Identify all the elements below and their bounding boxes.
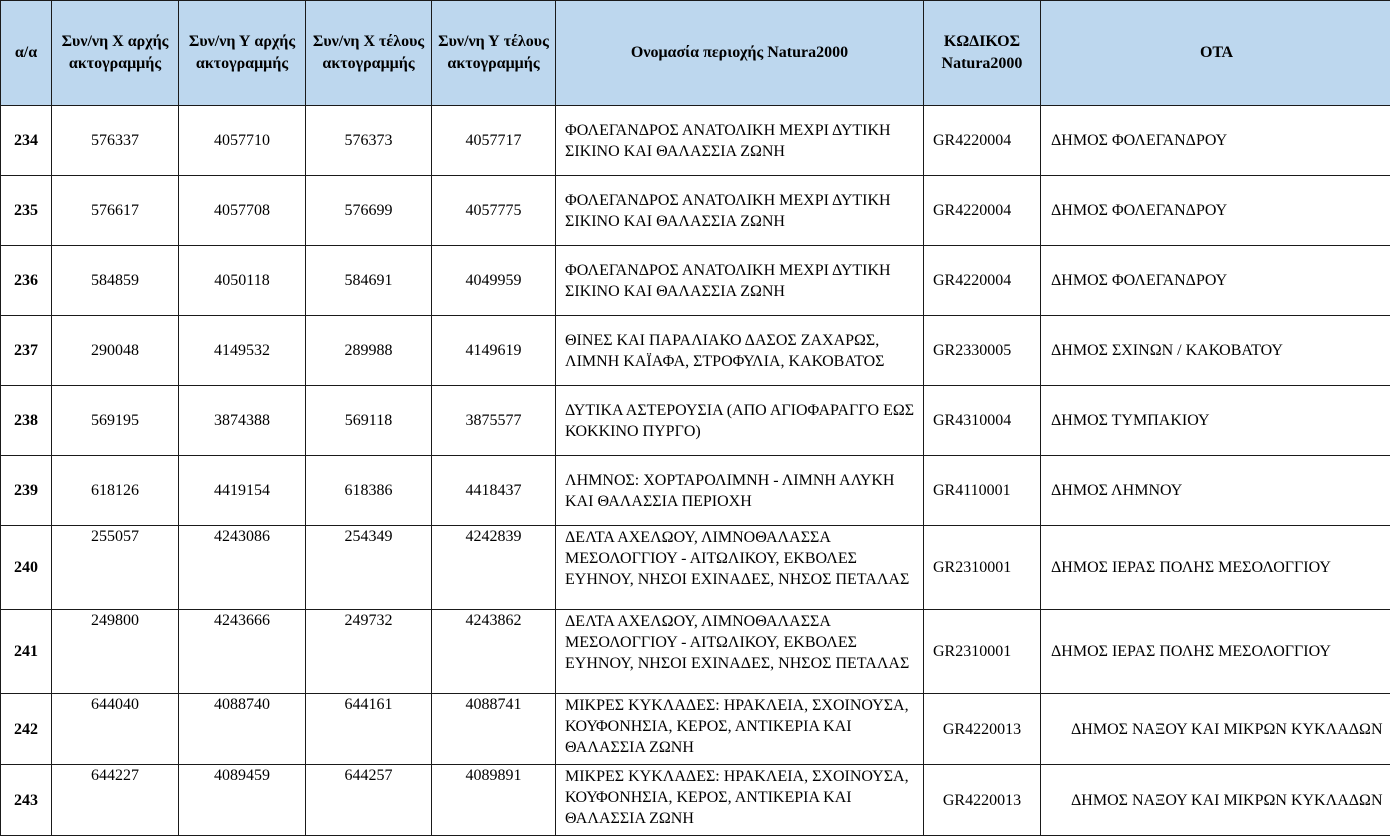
header-x-start: Συν/νη Χ αρχής ακτογραμμής (52, 1, 179, 106)
ota-cell: ΔΗΜΟΣ ΦΟΛΕΓΑΝΔΡΟΥ (1041, 176, 1390, 246)
x-end-cell: 289988 (306, 316, 432, 386)
header-code: ΚΩΔΙΚΟΣ Natura2000 (924, 1, 1041, 106)
header-x-end: Συν/νη Χ τέλους ακτογραμμής (306, 1, 432, 106)
y-start-cell: 4419154 (179, 456, 306, 526)
ota-cell: ΔΗΜΟΣ ΙΕΡΑΣ ΠΟΛΗΣ ΜΕΣΟΛΟΓΓΙΟΥ (1041, 526, 1390, 610)
x-start-cell: 576337 (52, 106, 179, 176)
y-end-cell: 4089891 (432, 765, 556, 836)
y-end-cell: 4088741 (432, 694, 556, 765)
area-name-cell: ΜΙΚΡΕΣ ΚΥΚΛΑΔΕΣ: ΗΡΑΚΛΕΙΑ, ΣΧΟΙΝΟΥΣΑ, ΚΟΥΦΟΝΗΣΙΑ, ΚΕΡΟΣ, ΑΝΤΙΚΕΡΙΑ ΚΑΙ ΘΑΛΑΣΣΙΑ ΖΩΝΗ (556, 765, 924, 836)
table-row (1, 694, 1390, 765)
header-aa: α/α (1, 1, 52, 106)
area-name-cell: ΦΟΛΕΓΑΝΔΡΟΣ ΑΝΑΤΟΛΙΚΗ ΜΕΧΡΙ ΔΥΤΙΚΗ ΣΙΚΙΝΟ ΚΑΙ ΘΑΛΑΣΣΙΑ ΖΩΝΗ (556, 106, 924, 176)
row-index: 238 (1, 386, 52, 456)
x-start-cell: 255057 (52, 526, 179, 610)
area-name-cell: ΘΙΝΕΣ ΚΑΙ ΠΑΡΑΛΙΑΚΟ ΔΑΣΟΣ ΖΑΧΑΡΩΣ, ΛΙΜΝΗ ΚΑΪΑΦΑ, ΣΤΡΟΦΥΛΙΑ, ΚΑΚΟΒΑΤΟΣ (556, 316, 924, 386)
row-index: 234 (1, 106, 52, 176)
row-index: 237 (1, 316, 52, 386)
row-index: 236 (1, 246, 52, 316)
row-index: 241 (1, 610, 52, 694)
y-start-cell: 4149532 (179, 316, 306, 386)
ota-cell: ΔΗΜΟΣ ΦΟΛΕΓΑΝΔΡΟΥ (1041, 106, 1390, 176)
table-row (1, 765, 1390, 836)
y-start-cell: 4243666 (179, 610, 306, 694)
table-row (1, 246, 1390, 316)
area-name-cell: ΜΙΚΡΕΣ ΚΥΚΛΑΔΕΣ: ΗΡΑΚΛΕΙΑ, ΣΧΟΙΝΟΥΣΑ, ΚΟΥΦΟΝΗΣΙΑ, ΚΕΡΟΣ, ΑΝΤΙΚΕΡΙΑ ΚΑΙ ΘΑΛΑΣΣΙΑ ΖΩΝΗ (556, 694, 924, 765)
x-end-cell: 644161 (306, 694, 432, 765)
code-cell: GR4310004 (924, 386, 1041, 456)
header-y-end: Συν/νη Υ τέλους ακτογραμμής (432, 1, 556, 106)
row-index: 235 (1, 176, 52, 246)
ota-cell: ΔΗΜΟΣ ΝΑΞΟΥ ΚΑΙ ΜΙΚΡΩΝ ΚΥΚΛΑΔΩΝ (1041, 765, 1390, 836)
x-end-cell: 254349 (306, 526, 432, 610)
y-start-cell: 4050118 (179, 246, 306, 316)
table-row (1, 316, 1390, 386)
area-name-cell: ΦΟΛΕΓΑΝΔΡΟΣ ΑΝΑΤΟΛΙΚΗ ΜΕΧΡΙ ΔΥΤΙΚΗ ΣΙΚΙΝΟ ΚΑΙ ΘΑΛΑΣΣΙΑ ΖΩΝΗ (556, 176, 924, 246)
table-row (1, 106, 1390, 176)
area-name-cell: ΔΕΛΤΑ ΑΧΕΛΩΟΥ, ΛΙΜΝΟΘΑΛΑΣΣΑ ΜΕΣΟΛΟΓΓΙΟΥ - ΑΙΤΩΛΙΚΟΥ, ΕΚΒΟΛΕΣ ΕΥΗΝΟΥ, ΝΗΣΟΙ ΕΧΙΝΑΔΕΣ, ΝΗΣΟΣ ΠΕΤΑΛΑΣ (556, 610, 924, 694)
x-start-cell: 644040 (52, 694, 179, 765)
row-index: 240 (1, 526, 52, 610)
x-start-cell: 569195 (52, 386, 179, 456)
x-end-cell: 576699 (306, 176, 432, 246)
code-cell: GR4220013 (924, 765, 1041, 836)
row-index: 243 (1, 765, 52, 836)
y-start-cell: 4243086 (179, 526, 306, 610)
header-y-start: Συν/νη Υ αρχής ακτογραμμής (179, 1, 306, 106)
y-end-cell: 3875577 (432, 386, 556, 456)
y-end-cell: 4243862 (432, 610, 556, 694)
x-start-cell: 584859 (52, 246, 179, 316)
code-cell: GR4110001 (924, 456, 1041, 526)
x-start-cell: 618126 (52, 456, 179, 526)
code-cell: GR4220013 (924, 694, 1041, 765)
row-index: 242 (1, 694, 52, 765)
y-end-cell: 4242839 (432, 526, 556, 610)
code-cell: GR2310001 (924, 610, 1041, 694)
y-end-cell: 4057775 (432, 176, 556, 246)
area-name-cell: ΛΗΜΝΟΣ: ΧΟΡΤΑΡΟΛΙΜΝΗ - ΛΙΜΝΗ ΑΛΥΚΗ ΚΑΙ ΘΑΛΑΣΣΙΑ ΠΕΡΙΟΧΗ (556, 456, 924, 526)
ota-cell: ΔΗΜΟΣ ΣΧΙΝΩΝ / ΚΑΚΟΒΑΤΟΥ (1041, 316, 1390, 386)
y-start-cell: 4057710 (179, 106, 306, 176)
ota-cell: ΔΗΜΟΣ ΦΟΛΕΓΑΝΔΡΟΥ (1041, 246, 1390, 316)
table-row (1, 386, 1390, 456)
y-end-cell: 4418437 (432, 456, 556, 526)
x-start-cell: 644227 (52, 765, 179, 836)
ota-cell: ΔΗΜΟΣ ΝΑΞΟΥ ΚΑΙ ΜΙΚΡΩΝ ΚΥΚΛΑΔΩΝ (1041, 694, 1390, 765)
y-start-cell: 4089459 (179, 765, 306, 836)
table-row (1, 526, 1390, 610)
y-end-cell: 4049959 (432, 246, 556, 316)
code-cell: GR4220004 (924, 246, 1041, 316)
y-end-cell: 4057717 (432, 106, 556, 176)
x-start-cell: 290048 (52, 316, 179, 386)
x-end-cell: 576373 (306, 106, 432, 176)
y-start-cell: 4088740 (179, 694, 306, 765)
code-cell: GR4220004 (924, 106, 1041, 176)
table-row (1, 176, 1390, 246)
x-end-cell: 644257 (306, 765, 432, 836)
x-end-cell: 584691 (306, 246, 432, 316)
code-cell: GR2330005 (924, 316, 1041, 386)
code-cell: GR4220004 (924, 176, 1041, 246)
ota-cell: ΔΗΜΟΣ ΤΥΜΠΑΚΙΟΥ (1041, 386, 1390, 456)
area-name-cell: ΔΥΤΙΚΑ ΑΣΤΕΡΟΥΣΙΑ (ΑΠΟ ΑΓΙΟΦΑΡΑΓΓΟ ΕΩΣ ΚΟΚΚΙΝΟ ΠΥΡΓΟ) (556, 386, 924, 456)
x-end-cell: 569118 (306, 386, 432, 456)
x-end-cell: 249732 (306, 610, 432, 694)
x-start-cell: 576617 (52, 176, 179, 246)
area-name-cell: ΔΕΛΤΑ ΑΧΕΛΩΟΥ, ΛΙΜΝΟΘΑΛΑΣΣΑ ΜΕΣΟΛΟΓΓΙΟΥ - ΑΙΤΩΛΙΚΟΥ, ΕΚΒΟΛΕΣ ΕΥΗΝΟΥ, ΝΗΣΟΙ ΕΧΙΝΑΔΕΣ, ΝΗΣΟΣ ΠΕΤΑΛΑΣ (556, 526, 924, 610)
header-area-name: Ονομασία περιοχής Natura2000 (556, 1, 924, 106)
y-start-cell: 3874388 (179, 386, 306, 456)
code-cell: GR2310001 (924, 526, 1041, 610)
header-row (1, 1, 1390, 106)
y-start-cell: 4057708 (179, 176, 306, 246)
x-end-cell: 618386 (306, 456, 432, 526)
table-row (1, 456, 1390, 526)
ota-cell: ΔΗΜΟΣ ΛΗΜΝΟΥ (1041, 456, 1390, 526)
header-ota: ΟΤΑ (1041, 1, 1390, 106)
area-name-cell: ΦΟΛΕΓΑΝΔΡΟΣ ΑΝΑΤΟΛΙΚΗ ΜΕΧΡΙ ΔΥΤΙΚΗ ΣΙΚΙΝΟ ΚΑΙ ΘΑΛΑΣΣΙΑ ΖΩΝΗ (556, 246, 924, 316)
y-end-cell: 4149619 (432, 316, 556, 386)
ota-cell: ΔΗΜΟΣ ΙΕΡΑΣ ΠΟΛΗΣ ΜΕΣΟΛΟΓΓΙΟΥ (1041, 610, 1390, 694)
table-row (1, 610, 1390, 694)
x-start-cell: 249800 (52, 610, 179, 694)
row-index: 239 (1, 456, 52, 526)
